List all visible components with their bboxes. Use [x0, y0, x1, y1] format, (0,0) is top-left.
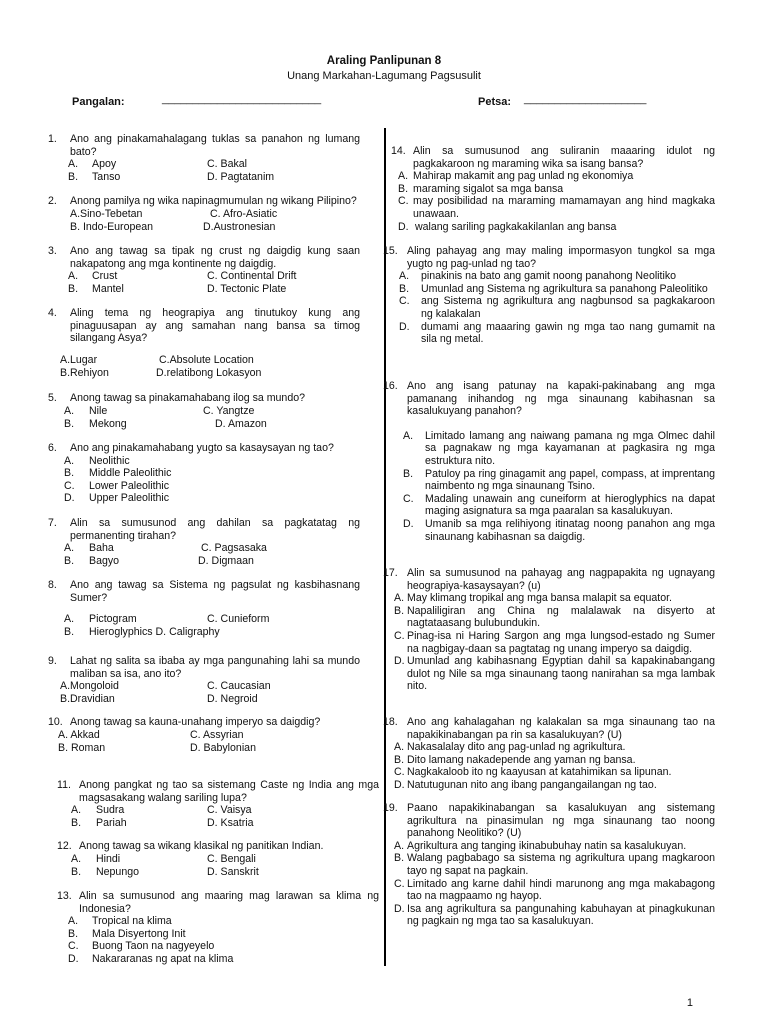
- question-number: 5.: [48, 392, 57, 404]
- option-a: Nakasalalay dito ang pag-unlad ng agrikultura.: [407, 741, 626, 754]
- option-b-letter: B.: [68, 171, 79, 184]
- option-d: Nakararanas ng apat na klima: [92, 952, 234, 965]
- page-title: Araling Panlipunan 8: [326, 55, 442, 67]
- option-a: Tropical na klima: [92, 915, 172, 928]
- option-a: pinakinis na bato ang gamit noong panahong Neolitiko: [421, 270, 677, 283]
- question-18: [383, 716, 715, 792]
- option-b: Walang pagbabago sa sistema ng agrikultura upang magkaroon tayo ng sapat na pagkain.: [407, 852, 715, 877]
- question-13: [57, 890, 379, 965]
- question-text: Lahat ng salita sa ibaba ay mga pangunahing lahi sa mundo maliban sa isa, ano ito?: [70, 655, 360, 680]
- option-b: B.Rehiyon: [60, 366, 109, 379]
- question-text: Ano ang tawag sa tipak ng crust ng daigdig kung saan nakapatong ang mga kontinente ng daigdig.: [70, 245, 360, 270]
- question-text: Alin sa sumusunod na pahayag ang nagpapakita ng ugnayang heograpiya-kasaysayan? (u): [407, 567, 715, 592]
- option-c-letter: C.: [403, 492, 414, 505]
- option-c: C. Yangtze: [203, 404, 255, 417]
- option-d-letter: D.: [399, 320, 410, 333]
- question-number: 19.: [383, 802, 398, 814]
- question-number: 3.: [48, 245, 57, 257]
- option-b: Patuloy pa ring ginagamit ang papel, compass, at imprentang naimbento ng mga sinaunang Tsino.: [425, 467, 715, 493]
- question-number: 13.: [57, 890, 72, 902]
- option-c: C. Assyrian: [190, 728, 244, 741]
- option-c: C. Bakal: [207, 158, 248, 171]
- option-b-letter: B.: [403, 467, 414, 480]
- option-a: Baha: [89, 542, 114, 555]
- option-a: A. Akkad: [58, 728, 100, 741]
- question-text: Ano ang tawag sa Sistema ng pagsulat ng kasbihasnang Sumer?: [70, 579, 360, 604]
- question-2: [48, 195, 360, 234]
- question-number: 18.: [383, 716, 398, 728]
- option-a-letter: A.: [398, 170, 409, 183]
- option-b: maraming sigalot sa mga bansa: [413, 182, 564, 195]
- option-a-letter: A.: [394, 741, 405, 754]
- option-a: Crust: [92, 270, 118, 283]
- option-d: D. Negroid: [207, 693, 258, 706]
- option-a: Nile: [89, 404, 108, 417]
- option-a: Neolithic: [89, 454, 130, 467]
- option-c: Limitado ang karne dahil hindi marunong ang mga makabagong tao na magpaamo ng hayop.: [407, 877, 715, 903]
- option-b-letter: B.: [64, 555, 75, 568]
- question-text: Anong tawag sa pinakamahabang ilog sa mundo?: [70, 392, 305, 404]
- option-b-letter: B.: [71, 817, 82, 830]
- date-field-line[interactable]: ____________________: [524, 93, 647, 105]
- option-d-letter: D.: [64, 492, 75, 505]
- question-9: [48, 655, 360, 706]
- page-number: 1: [686, 997, 693, 1009]
- question-text: Alin sa sumusunod ang suliranin maaaring idulot ng pagkakaroon ng maraming wika sa isang bansa?: [413, 145, 715, 170]
- option-c: C. Vaisya: [207, 804, 252, 817]
- option-a: A.Lugar: [60, 353, 98, 366]
- option-a: Agrikultura ang tanging ikinabubuhay natin sa kasalukuyan.: [407, 839, 687, 852]
- option-c: C. Cunieform: [207, 613, 270, 626]
- option-c-letter: C.: [394, 877, 405, 890]
- option-d: D. Tectonic Plate: [207, 283, 287, 296]
- option-b: Bagyo: [89, 555, 120, 568]
- question-11: [57, 779, 379, 830]
- question-text: Aling tema ng heograpiya ang tinutukoy kung ang pinaguusapan ay ang samahan nang bansa sa timog silangang Asya?: [70, 307, 360, 345]
- option-d: Upper Paleolithic: [89, 492, 170, 505]
- question-number: 14.: [391, 145, 406, 157]
- option-a-letter: A.: [64, 404, 75, 417]
- page-subtitle: Unang Markahan-Lagumang Pagsusulit: [287, 70, 481, 82]
- option-c: C. Caucasian: [207, 680, 271, 693]
- option-d-letter: D.: [403, 517, 414, 530]
- option-b-d: Hieroglyphics D. Caligraphy: [89, 626, 220, 639]
- option-a-letter: A.: [403, 429, 414, 442]
- option-b: Middle Paleolithic: [89, 467, 172, 480]
- option-b-letter: B.: [64, 626, 75, 639]
- question-number: 7.: [48, 517, 57, 529]
- option-a: A.Mongoloid: [60, 680, 119, 693]
- option-d: D. Digmaan: [198, 555, 254, 568]
- option-a-letter: A.: [71, 804, 82, 817]
- option-a-letter: A.: [68, 158, 79, 171]
- option-a-letter: A.: [64, 454, 75, 467]
- option-c: C. Bengali: [207, 852, 256, 865]
- option-d: D. Sanskrit: [207, 865, 259, 878]
- option-b-letter: B.: [68, 927, 79, 940]
- question-14: [391, 145, 715, 233]
- option-b: Mekong: [89, 417, 127, 430]
- option-d: D. Ksatria: [207, 817, 254, 830]
- question-number: 12.: [57, 840, 72, 852]
- option-d-letter: D.: [398, 220, 409, 233]
- name-label: Pangalan:: [72, 96, 125, 108]
- option-a-letter: A.: [394, 592, 405, 605]
- question-text: Aling pahayag ang may maling impormasyon tungkol sa mga yugto ng pag-unlad ng tao?: [407, 245, 715, 270]
- option-c: may posibilidad na maraming mamamayan ang hind magkaka unawaan.: [413, 195, 715, 220]
- question-number: 10.: [48, 716, 63, 728]
- option-a: Limitado lamang ang naiwang pamana ng mga Olmec dahil sa pagnakaw ng mga kayamanan at pagkasira ng mga estruktura nito.: [425, 429, 715, 467]
- question-number: 2.: [48, 195, 57, 207]
- question-6: [48, 442, 360, 505]
- option-b-letter: B.: [68, 283, 79, 296]
- option-b-letter: B.: [64, 467, 75, 480]
- option-c: C. Continental Drift: [207, 270, 297, 283]
- question-number: 1.: [48, 133, 57, 145]
- question-12: [57, 840, 379, 879]
- option-c: C.Absolute Location: [159, 353, 254, 366]
- option-b: Tanso: [92, 171, 121, 184]
- option-a: A.Sino-Tebetan: [70, 207, 143, 220]
- question-text: Anong tawag sa wikang klasikal ng panitikan Indian.: [79, 840, 324, 852]
- question-number: 4.: [48, 307, 57, 319]
- option-d: Umunlad ang kabihasnang Egyptian dahil sa kapakinabangang dulot ng Nile sa mga sinaunang taong nanirahan sa mga lambak nito.: [407, 655, 715, 693]
- question-17: [383, 567, 715, 693]
- option-a: Apoy: [92, 158, 117, 171]
- question-text: Ano ang kahalagahan ng kalakalan sa mga sinaunang tao na napakikinabangan pa rin sa kasalukuyan? (U): [407, 716, 715, 741]
- option-d: Isa ang agrikultura sa pangunahing kabuhayan at pinagkukunan ng pagkain ng mga tao sa kasalukuyan.: [407, 902, 715, 928]
- option-a-letter: A.: [68, 915, 79, 928]
- option-b: B. Indo-European: [70, 220, 154, 233]
- option-a-letter: A.: [394, 839, 405, 852]
- question-15: [383, 245, 715, 346]
- question-text: Ano ang isang patunay na kapaki-pakinabang ang mga pamanang inihandog ng mga sinaunang kabihasnan sa kasalukuyang panahon?: [407, 380, 715, 418]
- name-field-line[interactable]: __________________________: [162, 93, 322, 105]
- option-a-letter: A.: [64, 542, 75, 555]
- option-b: Mantel: [92, 283, 124, 296]
- option-a: Hindi: [96, 852, 121, 865]
- option-b: Nepungo: [96, 865, 140, 878]
- option-b-letter: B.: [399, 282, 410, 295]
- date-label: Petsa:: [478, 96, 512, 108]
- option-a-letter: A.: [399, 270, 410, 283]
- option-b-letter: B.: [398, 182, 409, 195]
- option-c-letter: C.: [398, 195, 409, 208]
- question-number: 11.: [57, 779, 71, 791]
- option-b: Umunlad ang Sistema ng agrikultura sa panahong Paleolitiko: [421, 282, 708, 295]
- question-number: 9.: [48, 655, 57, 667]
- question-8: [48, 579, 360, 639]
- question-text: Alin sa sumusunod ang dahilan sa pagkatatag ng permanenting tirahan?: [70, 517, 360, 542]
- question-3: [48, 245, 360, 296]
- option-b-letter: B.: [394, 604, 405, 617]
- question-1: [48, 133, 360, 184]
- option-a-letter: A.: [64, 613, 75, 626]
- question-16: [383, 380, 715, 543]
- option-d-letter: D.: [394, 655, 405, 668]
- question-text: Ano ang pinakamahalagang tuklas sa panahon ng lumang bato?: [70, 133, 360, 158]
- option-c: C. Pagsasaka: [201, 542, 267, 555]
- option-d: Umanib sa mga relihiyong itinatag noong panahon ang mga sinaunang kabihasnan sa daigdig.: [425, 517, 715, 543]
- option-c: Madaling unawain ang cuneiform at hieroglyphics na dapat maging asignatura sa mga paaralan sa kasalukuyan.: [425, 492, 715, 518]
- option-a-letter: A.: [68, 270, 79, 283]
- option-d: D. Babylonian: [190, 741, 256, 754]
- option-c: C. Afro-Asiatic: [210, 207, 278, 220]
- question-text: Anong tawag sa kauna-unahang imperyo sa daigdig?: [70, 716, 321, 728]
- option-a: Pictogram: [89, 613, 137, 626]
- option-b: B.Dravidian: [60, 693, 115, 706]
- option-c-letter: C.: [68, 940, 79, 953]
- option-c: Buong Taon na nagyeyelo: [92, 940, 215, 953]
- question-number: 15.: [383, 245, 398, 257]
- option-d-letter: D.: [394, 902, 405, 915]
- option-c: Nagkakaloob ito ng kaayusan at katahimikan sa lipunan.: [407, 766, 672, 779]
- question-7: [48, 517, 360, 568]
- option-c-letter: C.: [394, 629, 405, 642]
- option-b: Pariah: [96, 817, 127, 830]
- question-19: [383, 802, 715, 928]
- option-d: D.relatibong Lokasyon: [156, 366, 262, 379]
- option-a: May klimang tropikal ang mga bansa malapit sa equator.: [407, 592, 672, 605]
- question-number: 17.: [383, 567, 398, 579]
- option-d: D.Austronesian: [203, 220, 276, 233]
- question-5: [48, 392, 360, 431]
- question-text: Anong pamilya ng wika napinagmumulan ng wikang Pilipino?: [70, 195, 357, 207]
- question-text: Alin sa sumusunod ang maaring mag larawan sa klima ng Indonesia?: [79, 890, 379, 915]
- option-b-letter: B.: [394, 852, 405, 865]
- option-c-letter: C.: [399, 295, 410, 308]
- option-c-letter: C.: [394, 766, 405, 779]
- option-d: D. Amazon: [215, 417, 267, 430]
- question-text: Paano napakikinabangan sa kasalukuyan ang sistemang agrikultura na pinasimulan ng mga sinaunang tao noong panahong Neolitiko? (U): [407, 802, 715, 840]
- option-b-letter: B.: [64, 417, 75, 430]
- option-c: ang Sistema ng agrikultura ang nagbunsod sa pagkakaroon ng kalakalan: [421, 295, 715, 320]
- option-d: Natutugunan nito ang ibang pangangailangan ng tao.: [407, 778, 657, 791]
- option-b-letter: B.: [71, 865, 82, 878]
- option-d-letter: D.: [394, 778, 405, 791]
- option-d: dumami ang maaaring gawin ng mga tao nang gumamit na sila ng metal.: [421, 320, 715, 346]
- option-a-letter: A.: [71, 852, 82, 865]
- question-text: Anong pangkat ng tao sa sistemang Caste ng India ang mga magsasakang walang sariling lupa?: [79, 779, 379, 804]
- question-number: 6.: [48, 442, 57, 454]
- option-d-letter: D.: [68, 952, 79, 965]
- option-c-letter: C.: [64, 479, 75, 492]
- option-b-letter: B.: [394, 753, 405, 766]
- option-d: D. Pagtatanim: [207, 171, 275, 184]
- question-text: Ano ang pinakamahabang yugto sa kasaysayan ng tao?: [70, 442, 334, 454]
- option-b: B. Roman: [58, 741, 106, 754]
- option-b: Napaliligiran ang China ng malalawak na disyerto at nagtataasang bulubundukin.: [407, 604, 715, 630]
- option-c: Pinag-isa ni Haring Sargon ang mga lungsod-estado ng Sumer na nagbigay-daan sa pagtatag ng unang imperyo sa daigdig.: [407, 629, 715, 655]
- question-number: 16.: [383, 380, 398, 392]
- option-a: Sudra: [96, 804, 125, 817]
- option-c: Lower Paleolithic: [89, 479, 170, 492]
- question-10: [48, 716, 360, 755]
- option-a: Mahirap makamit ang pag unlad ng ekonomiya: [413, 170, 634, 183]
- question-4: [48, 307, 360, 380]
- option-d: walang sariling pagkakakilanlan ang bansa: [415, 220, 617, 233]
- option-b: Mala Disyertong Init: [92, 927, 186, 940]
- option-b: Dito lamang nakadepende ang yaman ng bansa.: [407, 753, 636, 766]
- question-number: 8.: [48, 579, 57, 591]
